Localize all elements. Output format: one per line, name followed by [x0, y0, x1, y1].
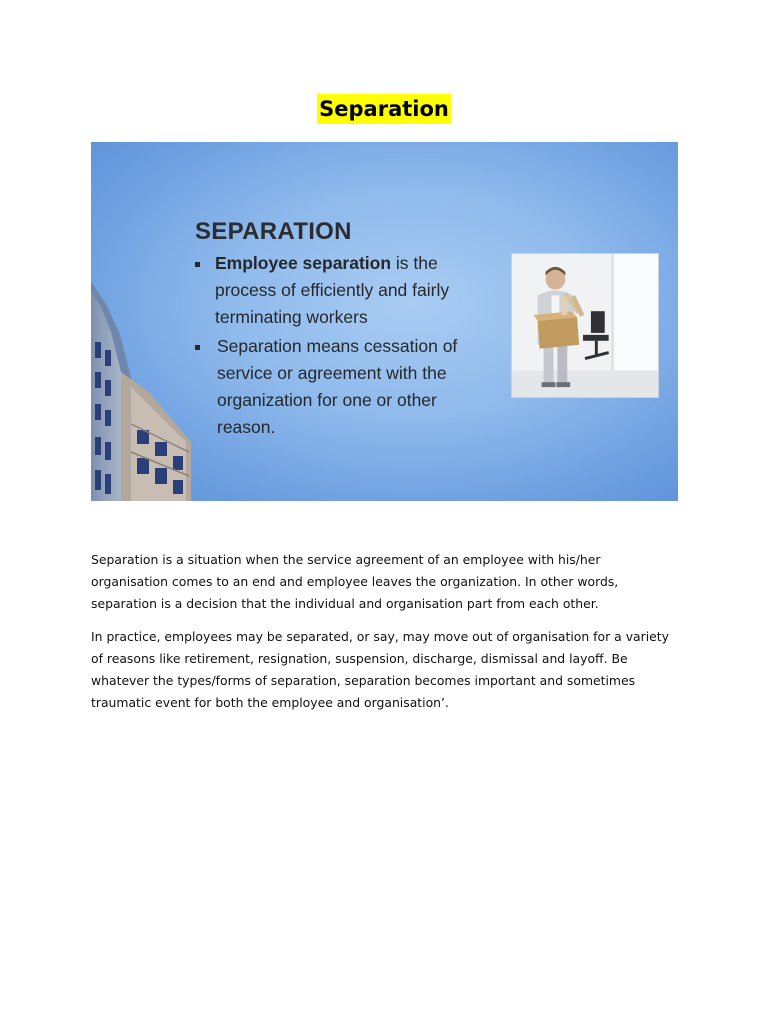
slide-bullet-1-text: is the process of efficiently and fairly terminating workers — [215, 253, 450, 327]
slide-bullet-2-text: Separation means cessation of service or agreement with the organization for one or other reason. — [217, 336, 458, 437]
office-building-image — [91, 142, 201, 501]
slide-bullet-list — [195, 250, 495, 441]
title-wrap — [0, 94, 768, 124]
slide-bullet-1-bold: Employee separation — [215, 253, 392, 273]
paragraph-2: In practice, employees may be separated, or say, may move out of organisation for a variety of reasons like retirement, resignation, suspension, discharge, dismissal and layoff. Be whatever the types/forms of separation, separation becomes important and sometimes traumatic event for both the employee and organisation’. — [91, 629, 669, 710]
bullet-square-icon — [195, 345, 200, 350]
employee-with-box-photo — [511, 253, 659, 398]
bullet-square-icon — [195, 262, 200, 267]
paragraph-1: Separation is a situation when the service agreement of an employee with his/her organisation comes to an end and employee leaves the organization. In other words, separation is a decision that the individual and organisation part from each other. — [91, 552, 619, 611]
page-title: Separation — [317, 94, 451, 124]
slide-bullet-1 — [195, 250, 495, 331]
slide-heading: SEPARATION — [195, 218, 352, 245]
body-text — [91, 549, 681, 714]
slide-image — [91, 142, 678, 501]
slide-bullet-2 — [195, 333, 495, 441]
